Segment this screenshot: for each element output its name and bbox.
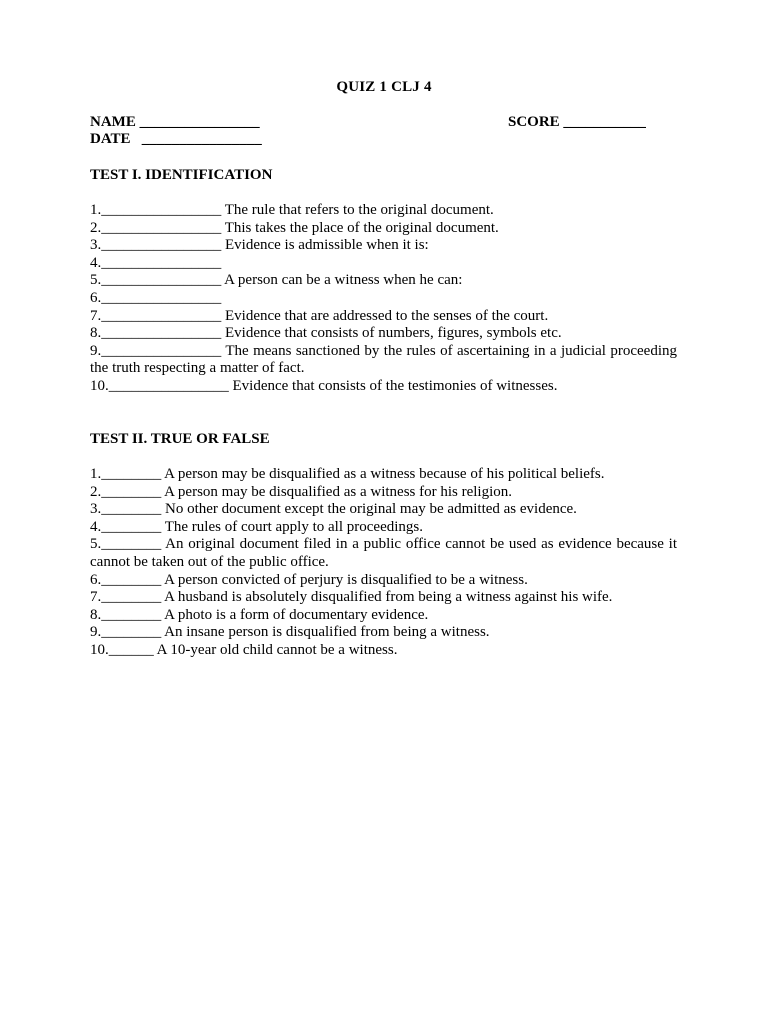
quiz-title: QUIZ 1 CLJ 4 xyxy=(336,79,432,95)
test1-item-list xyxy=(90,202,677,396)
item-text: Evidence that consists of the testimonies of witnesses. xyxy=(228,377,558,394)
test2-heading: TEST II. TRUE OR FALSE xyxy=(90,431,270,447)
item-text: A husband is absolutely disqualified from being a witness against his wife. xyxy=(161,589,613,606)
item-text: A person may be disqualified as a witness for his religion. xyxy=(161,483,513,500)
test2-item-2 xyxy=(90,484,677,502)
answer-blank: 1.________ xyxy=(90,466,162,482)
test1-heading: TEST I. IDENTIFICATION xyxy=(90,167,273,183)
test2-item-4 xyxy=(90,519,677,537)
date-field-line: DATE ________________ xyxy=(90,131,262,147)
answer-blank: 4.________ xyxy=(90,518,162,535)
test1-item-10 xyxy=(90,378,677,396)
answer-blank: 6.________ xyxy=(90,571,162,588)
item-text: Evidence that are addressed to the senses of the court. xyxy=(221,307,549,324)
item-text: A 10-year old child cannot be a witness. xyxy=(153,641,398,658)
item-text: Evidence is admissible when it is: xyxy=(221,237,429,254)
item-text: An original document filed in a public office cannot be used as evidence because it cannot be taken out of the public office. xyxy=(90,536,677,570)
test1-item-4 xyxy=(90,255,677,273)
test1-item-5 xyxy=(90,272,677,290)
answer-blank: 8.________ xyxy=(90,606,162,623)
test1-item-9 xyxy=(90,343,677,378)
test2-item-7 xyxy=(90,589,677,607)
answer-blank: 4.________________ xyxy=(90,254,222,271)
answer-blank: 9.________________ xyxy=(90,342,222,359)
answer-blank: 2.________________ xyxy=(90,219,222,236)
test1-item-7 xyxy=(90,308,677,326)
answer-blank: 9.________ xyxy=(90,624,162,641)
test2-item-list xyxy=(90,466,677,660)
answer-blank: 5.________ xyxy=(90,536,162,553)
item-text: The rules of court apply to all proceedings. xyxy=(161,518,423,535)
test2-item-5 xyxy=(90,536,677,571)
answer-blank: 7.________________ xyxy=(90,307,222,324)
test1-item-1 xyxy=(90,202,677,220)
item-text: A person convicted of perjury is disqualified to be a witness. xyxy=(161,571,528,588)
test2-item-6 xyxy=(90,572,677,590)
answer-blank: 3.________________ xyxy=(90,237,222,254)
score-field-line: SCORE ___________ xyxy=(508,114,646,130)
item-text: The means sanctioned by the rules of ascertaining in a judicial proceeding the truth respecting a matter of fact. xyxy=(90,342,677,377)
answer-blank: 2.________ xyxy=(90,483,162,500)
item-text: A person can be a witness when he can: xyxy=(221,272,463,289)
answer-blank: 7.________ xyxy=(90,589,162,606)
item-text: A person may be disqualified as a witness because of his political beliefs. xyxy=(161,466,605,482)
test1-item-2 xyxy=(90,220,677,238)
item-text: A photo is a form of documentary evidence. xyxy=(161,606,429,623)
item-text: This takes the place of the original document. xyxy=(221,219,499,236)
item-text: An insane person is disqualified from being a witness. xyxy=(161,624,490,641)
answer-blank: 10.______ xyxy=(90,641,154,658)
answer-blank: 5.________________ xyxy=(90,272,222,289)
answer-blank: 8.________________ xyxy=(90,325,222,342)
test1-item-8 xyxy=(90,325,677,343)
test2-item-1 xyxy=(90,466,677,484)
answer-blank: 10.________________ xyxy=(90,377,229,394)
test2-item-8 xyxy=(90,607,677,625)
item-text: Evidence that consists of numbers, figures, symbols etc. xyxy=(221,325,562,342)
test1-item-3 xyxy=(90,237,677,255)
item-text: The rule that refers to the original document. xyxy=(221,202,494,218)
answer-blank: 3.________ xyxy=(90,501,162,518)
answer-blank: 1.________________ xyxy=(90,202,222,218)
test1-item-6 xyxy=(90,290,677,308)
answer-blank: 6.________________ xyxy=(90,289,222,306)
test2-item-9 xyxy=(90,624,677,642)
test2-item-10 xyxy=(90,642,677,660)
item-text: No other document except the original may be admitted as evidence. xyxy=(161,501,577,518)
test2-item-3 xyxy=(90,501,677,519)
name-field-line: NAME ________________ xyxy=(90,114,260,130)
